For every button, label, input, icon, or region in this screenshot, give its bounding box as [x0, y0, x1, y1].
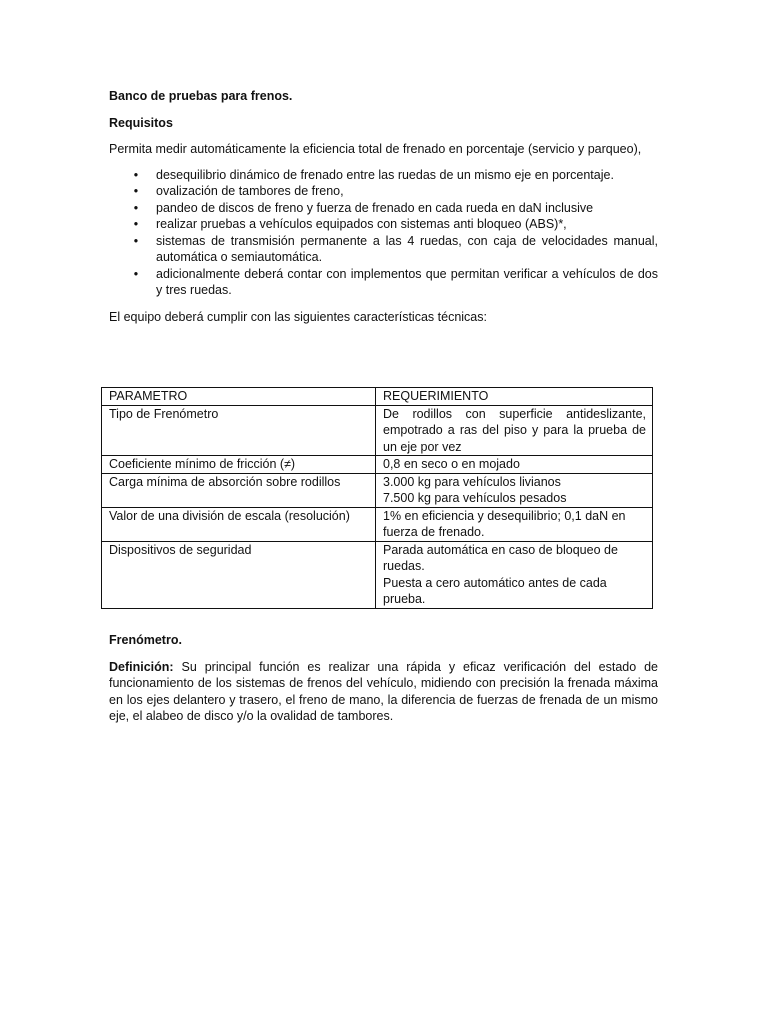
list-item-text: realizar pruebas a vehículos equipados con sistemas anti bloqueo (ABS)*, [156, 217, 567, 231]
list-item-text: pandeo de discos de freno y fuerza de frenado en cada rueda en daN inclusive [156, 200, 594, 215]
requirements-section [109, 88, 658, 325]
list-item-text: desequilibrio dinámico de frenado entre las ruedas de un mismo eje en porcentaje. [156, 167, 614, 182]
list-item [109, 266, 658, 299]
bullet-icon: • [133, 184, 139, 198]
list-item [109, 183, 658, 200]
bullet-icon: • [133, 217, 139, 231]
bullet-icon: • [133, 233, 139, 248]
list-item-text: adicionalmente deberá contar con implementos que permitan verificar a vehículos de dos y tres ruedas. [156, 266, 658, 297]
bullet-icon: • [133, 200, 139, 215]
requirement-cell [376, 507, 653, 541]
list-item [109, 216, 658, 233]
table-row [102, 541, 653, 608]
list-item-text: sistemas de transmisión permanente a las 4 ruedas, con caja de velocidades manual, automática o semiautomática. [156, 233, 658, 264]
param-cell: Dispositivos de seguridad [102, 541, 376, 608]
requirement-text: De rodillos con superficie antideslizante, empotrado a ras del piso y para la prueba de un eje por vez [383, 406, 646, 454]
requirement-cell [376, 541, 653, 608]
table-row [102, 473, 653, 507]
param-cell: Tipo de Frenómetro [102, 405, 376, 456]
column-header-parametro: PARAMETRO [102, 388, 376, 406]
list-item-text: ovalización de tambores de freno, [156, 184, 344, 198]
list-item [109, 200, 658, 217]
table-row [102, 507, 653, 541]
table-lead-text: El equipo deberá cumplir con las siguientes características técnicas: [109, 309, 487, 324]
param-cell: Carga mínima de absorción sobre rodillos [102, 473, 376, 507]
frenometro-heading: Frenómetro. [109, 633, 182, 647]
bullet-icon: • [133, 266, 139, 281]
definition-paragraph [109, 659, 658, 725]
document-title: Banco de pruebas para frenos. [109, 89, 293, 103]
param-cell: Coeficiente mínimo de fricción (≠) [102, 456, 376, 474]
requirement-text: 3.000 kg para vehículos livianos [383, 474, 561, 489]
requirement-cell [376, 473, 653, 507]
requirement-cell [376, 456, 653, 474]
requirement-text: 1% en eficiencia y desequilibrio; 0,1 daN en fuerza de frenado. [383, 508, 626, 539]
list-item [109, 233, 658, 266]
requirements-list [109, 167, 658, 299]
requisitos-heading: Requisitos [109, 115, 173, 130]
requirement-text: 7.500 kg para vehículos pesados [383, 491, 567, 505]
table-row [102, 456, 653, 474]
requirement-text: Puesta a cero automático antes de cada prueba. [383, 575, 607, 606]
definition-label: Definición: [109, 659, 174, 674]
requirement-text: Parada automática en caso de bloqueo de ruedas. [383, 542, 618, 573]
specifications-table [101, 387, 653, 609]
table-header-row [102, 388, 653, 406]
param-cell: Valor de una división de escala (resolución) [102, 507, 376, 541]
frenometro-section [109, 632, 658, 725]
definition-text: Su principal función es realizar una rápida y eficaz verificación del estado de funcionamiento de los sistemas de frenos del vehículo, midiendo con precisión la frenada máxima en los ejes delantero y trasero, el freno de mano, la diferencia de fuerzas de frenada de un mismo eje, el alabeo de disco y/o la ovalidad de tambores. [109, 659, 658, 723]
list-item [109, 167, 658, 184]
bullet-icon: • [133, 167, 139, 182]
requirement-text: 0,8 en seco o en mojado [383, 457, 520, 471]
intro-paragraph: Permita medir automáticamente la eficiencia total de frenado en porcentaje (servicio y parqueo), [109, 142, 642, 156]
table-row [102, 405, 653, 456]
column-header-requerimiento: REQUERIMIENTO [376, 388, 653, 406]
requirement-cell [376, 405, 653, 456]
